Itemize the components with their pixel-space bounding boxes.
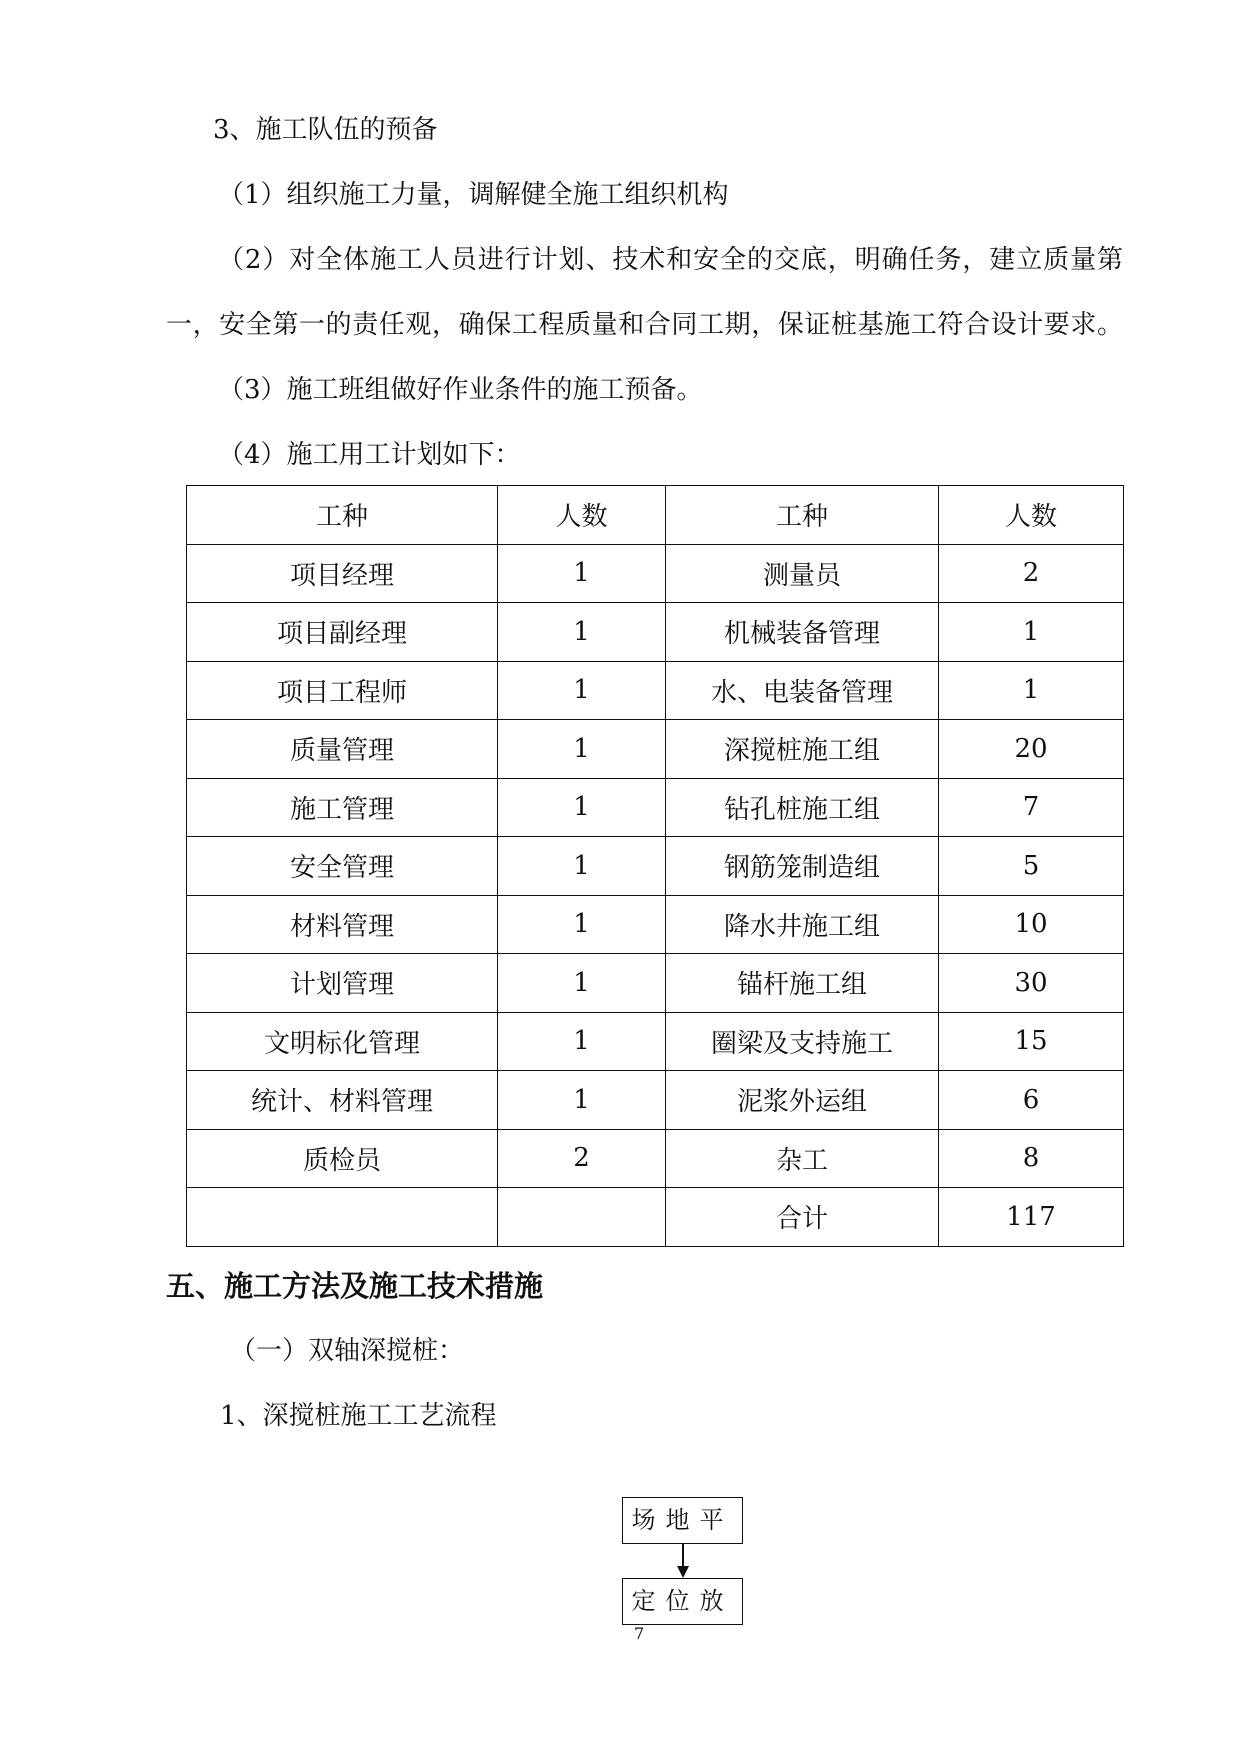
header-cell: 工种 xyxy=(666,486,939,545)
table-cell: 钢筋笼制造组 xyxy=(666,837,939,896)
table-cell: 泥浆外运组 xyxy=(666,1071,939,1130)
table-cell: 质检员 xyxy=(187,1129,498,1188)
table-row xyxy=(187,1188,1124,1247)
table-cell: 杂工 xyxy=(666,1129,939,1188)
table-cell: 1 xyxy=(498,661,666,720)
table-cell: 统计、材料管理 xyxy=(187,1071,498,1130)
table-cell: 材料管理 xyxy=(187,895,498,954)
labor-plan-table xyxy=(186,485,1124,1247)
table-cell: 10 xyxy=(939,895,1124,954)
table-cell: 1 xyxy=(498,778,666,837)
paragraph-2-line-2: 一，安全第一的责任观，确保工程质量和合同工期，保证桩基施工符合设计要求。 xyxy=(166,310,1123,340)
table-row xyxy=(187,720,1124,779)
table-cell: 钻孔桩施工组 xyxy=(666,778,939,837)
table-cell: 1 xyxy=(939,661,1124,720)
table-cell: 1 xyxy=(498,603,666,662)
table-cell: 质量管理 xyxy=(187,720,498,779)
subsection-title: （一）双轴深搅桩： xyxy=(230,1336,465,1366)
flow-step-box: 场地平 xyxy=(622,1497,743,1544)
section-item-3-title: 3、施工队伍的预备 xyxy=(213,115,438,145)
table-cell: 7 xyxy=(939,778,1124,837)
table-cell: 1 xyxy=(498,544,666,603)
table-cell xyxy=(187,1188,498,1247)
table-cell: 水、电装备管理 xyxy=(666,661,939,720)
table-cell: 圈梁及支持施工 xyxy=(666,1012,939,1071)
section-heading: 五、施工方法及施工技术措施 xyxy=(166,1269,544,1303)
header-cell: 人数 xyxy=(939,486,1124,545)
table-cell: 6 xyxy=(939,1071,1124,1130)
table-cell: 1 xyxy=(939,603,1124,662)
table-cell xyxy=(498,1188,666,1247)
table-row xyxy=(187,603,1124,662)
table-cell: 20 xyxy=(939,720,1124,779)
paragraph-2-line-1: （2）对全体施工人员进行计划、技术和安全的交底，明确任务，建立质量第 xyxy=(218,245,1123,275)
arrow-down-icon xyxy=(677,1566,689,1578)
table-cell: 项目经理 xyxy=(187,544,498,603)
table-cell: 117 xyxy=(939,1188,1124,1247)
table-cell: 1 xyxy=(498,1012,666,1071)
page-number: 7 xyxy=(634,1624,645,1643)
table-cell: 机械装备管理 xyxy=(666,603,939,662)
table-row xyxy=(187,778,1124,837)
table-header-row xyxy=(187,486,1124,545)
table-row xyxy=(187,544,1124,603)
table-cell: 30 xyxy=(939,954,1124,1013)
table-row xyxy=(187,661,1124,720)
table-row xyxy=(187,1129,1124,1188)
table-cell: 项目工程师 xyxy=(187,661,498,720)
table-cell: 2 xyxy=(498,1129,666,1188)
table-cell: 合计 xyxy=(666,1188,939,1247)
table-cell: 5 xyxy=(939,837,1124,896)
paragraph-3: （3）施工班组做好作业条件的施工预备。 xyxy=(218,375,703,405)
table-cell: 8 xyxy=(939,1129,1124,1188)
table-cell: 测量员 xyxy=(666,544,939,603)
table-cell: 项目副经理 xyxy=(187,603,498,662)
table-cell: 计划管理 xyxy=(187,954,498,1013)
table-cell: 锚杆施工组 xyxy=(666,954,939,1013)
header-cell: 工种 xyxy=(187,486,498,545)
table-row xyxy=(187,837,1124,896)
table-cell: 文明标化管理 xyxy=(187,1012,498,1071)
table-row xyxy=(187,1071,1124,1130)
subsection-item-title: 1、深搅桩施工工艺流程 xyxy=(220,1401,497,1431)
table-cell: 安全管理 xyxy=(187,837,498,896)
header-cell: 人数 xyxy=(498,486,666,545)
flow-arrow-line xyxy=(682,1544,684,1568)
table-row xyxy=(187,1012,1124,1071)
table-cell: 1 xyxy=(498,954,666,1013)
table-cell: 施工管理 xyxy=(187,778,498,837)
table-row xyxy=(187,895,1124,954)
paragraph-1: （1）组织施工力量，调解健全施工组织机构 xyxy=(218,180,729,210)
table-cell: 降水井施工组 xyxy=(666,895,939,954)
table-cell: 1 xyxy=(498,1071,666,1130)
table-cell: 2 xyxy=(939,544,1124,603)
paragraph-4: （4）施工用工计划如下： xyxy=(218,440,521,470)
table-cell: 1 xyxy=(498,837,666,896)
table-cell: 深搅桩施工组 xyxy=(666,720,939,779)
table-cell: 1 xyxy=(498,720,666,779)
table-cell: 15 xyxy=(939,1012,1124,1071)
table-row xyxy=(187,954,1124,1013)
flow-step-box: 定位放 xyxy=(622,1578,743,1625)
table-cell: 1 xyxy=(498,895,666,954)
